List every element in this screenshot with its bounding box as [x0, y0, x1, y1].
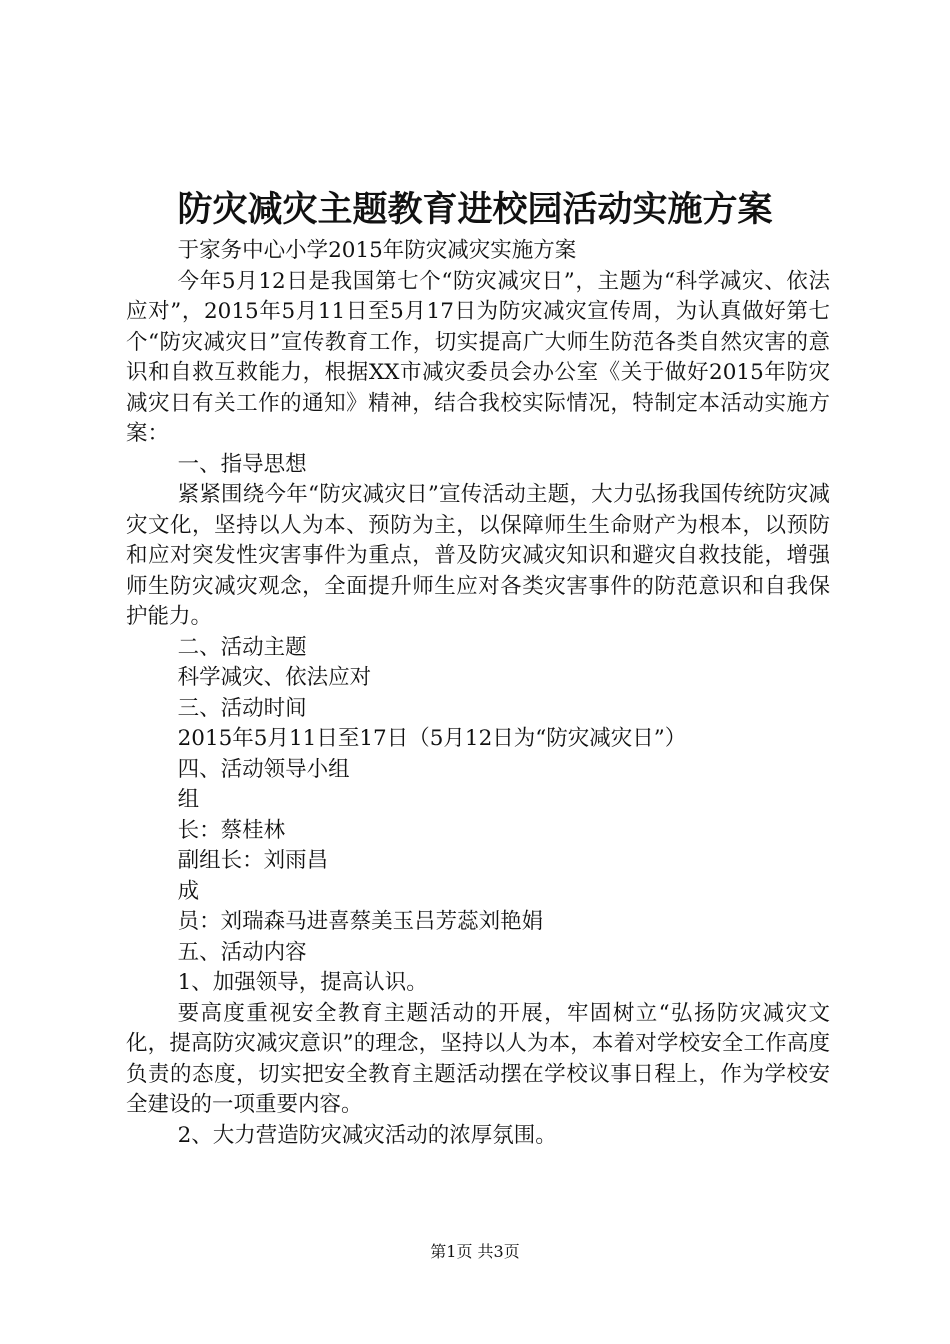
member-line-1: 成	[177, 878, 200, 904]
content-item-1-paragraph: 要高度重视安全教育主题活动的开展，牢固树立“弘扬防灾减灾文化，提高防灾减灾意识”的理念，坚持以人为本，本着对学校安全工作高度负责的态度，切实把安全教育主题活动摆在学校议事日程上，作为学校安全建设的一项重要内容。	[126, 1000, 830, 1117]
leader-line-1: 组	[177, 787, 200, 812]
section-heading-activity-theme: 二、活动主题	[177, 634, 307, 660]
section-heading-guiding-ideology: 一、指导思想	[177, 451, 307, 477]
member-line-2: 员：刘瑞森马进喜蔡美玉吕芳蕊刘艳娟	[177, 909, 544, 934]
guiding-ideology-paragraph: 紧紧围绕今年“防灾减灾日”宣传活动主题，大力弘扬我国传统防灾减灾文化，坚持以人为本、预防为主，以保障师生生命财产为根本，以预防和应对突发性灾害事件为重点，普及防灾减灾知识和避灾自救技能，增强师生防灾减灾观念，全面提升师生应对各类灾害事件的防范意识和自我保护能力。	[126, 482, 830, 629]
activity-time-text: 2015年5月11日至17日（5月12日为“防灾减灾日”）	[177, 726, 687, 751]
leader-line-2: 长：蔡桂林	[177, 817, 286, 843]
document-subtitle: 于家务中心小学2015年防灾减灾实施方案	[177, 238, 577, 263]
page-footer: 第1页 共3页	[430, 1242, 520, 1261]
deputy-leader-line: 副组长：刘雨昌	[177, 848, 329, 873]
section-heading-leadership-group: 四、活动领导小组	[177, 756, 350, 782]
activity-theme-text: 科学减灾、依法应对	[177, 665, 372, 690]
document-body	[126, 236, 830, 1151]
section-heading-activity-content: 五、活动内容	[177, 939, 307, 965]
document-title: 防灾减灾主题教育进校园活动实施方案	[177, 189, 773, 230]
section-heading-activity-time: 三、活动时间	[177, 695, 307, 721]
content-item-1-heading: 1、加强领导，提高认识。	[177, 970, 428, 995]
intro-paragraph: 今年5月12日是我国第七个“防灾减灾日”，主题为“科学减灾、依法应对”，2015年5月11日至5月17日为防灾减灾宣传周，为认真做好第七个“防灾减灾日”宣传教育工作，切实提高广大师生防范各类自然灾害的意识和自救互救能力，根据XX市减灾委员会办公室《关于做好2015年防灾减灾日有关工作的通知》精神，结合我校实际情况，特制定本活动实施方案：	[126, 268, 830, 446]
content-item-2-heading: 2、大力营造防灾减灾活动的浓厚氛围。	[177, 1122, 557, 1148]
